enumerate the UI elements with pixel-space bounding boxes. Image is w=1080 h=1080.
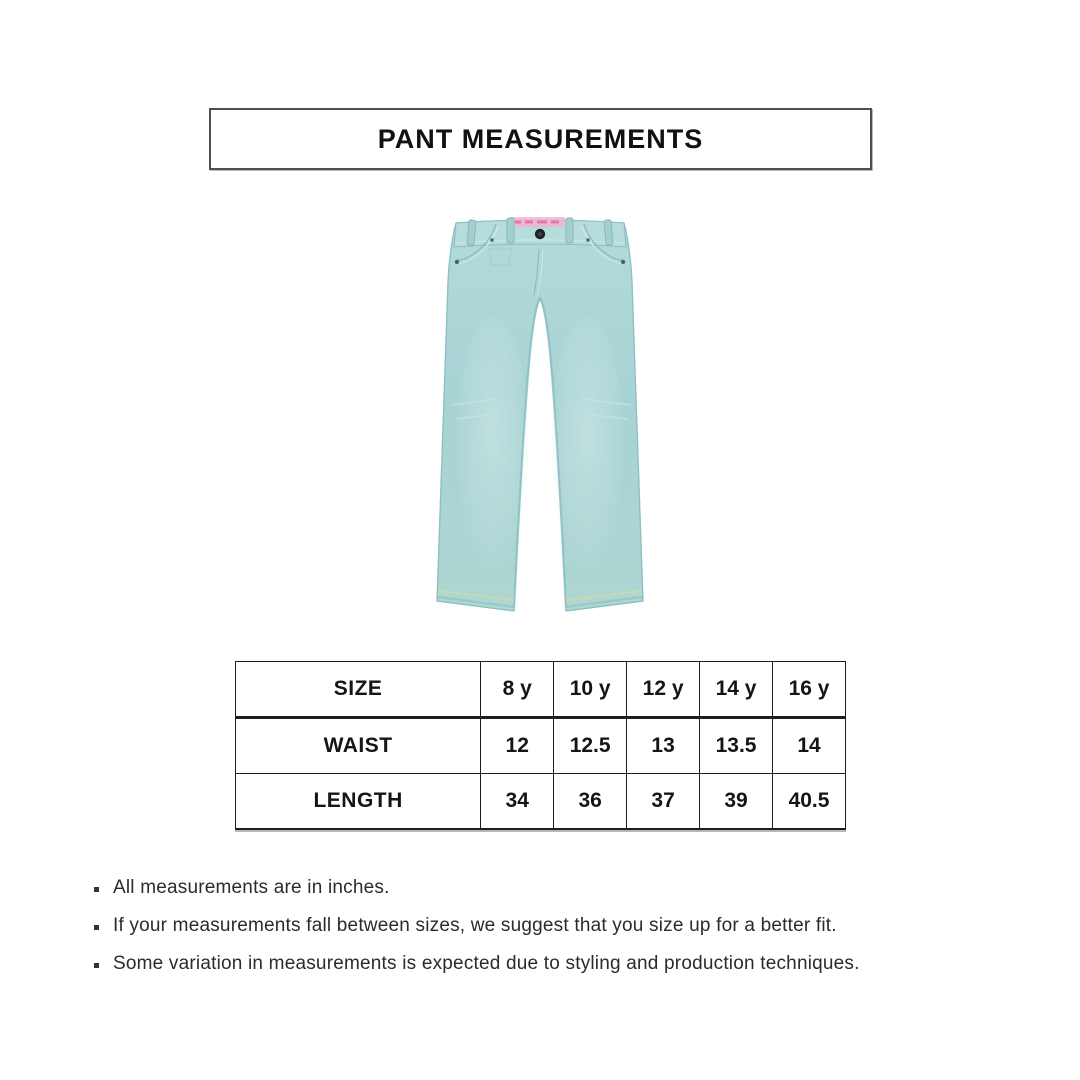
table-cell: 13 (627, 718, 700, 774)
table-cell: 40.5 (773, 774, 846, 830)
row-label-length: LENGTH (236, 774, 481, 830)
table-header-cell: 14 y (700, 662, 773, 718)
note-item (92, 876, 1032, 900)
table-header-cell: 12 y (627, 662, 700, 718)
notes-list (92, 876, 1032, 990)
table-cell: 12 (481, 718, 554, 774)
row-label-waist: WAIST (236, 718, 481, 774)
page-title: PANT MEASUREMENTS (377, 123, 704, 154)
jeans-illustration (435, 207, 645, 615)
size-table (235, 661, 846, 830)
table-header-cell: 16 y (773, 662, 846, 718)
jeans-product-image (435, 207, 645, 615)
table-cell: 37 (627, 774, 700, 830)
row-label-size: SIZE (236, 662, 481, 718)
table-cell: 36 (554, 774, 627, 830)
inner-brand-label (509, 217, 565, 227)
note-text: All measurements are in inches. (113, 877, 390, 898)
table-cell: 39 (700, 774, 773, 830)
note-item (92, 952, 1032, 976)
note-text: If your measurements fall between sizes, we suggest that you size up for a better fit. (113, 915, 837, 936)
bullet-icon (94, 887, 99, 892)
table-row-waist (236, 718, 846, 774)
table-row-length (236, 774, 846, 830)
bullet-icon (94, 925, 99, 930)
note-text: Some variation in measurements is expected due to styling and production techniques. (113, 953, 860, 974)
table-cell: 12.5 (554, 718, 627, 774)
note-item (92, 914, 1032, 938)
table-header-cell: 10 y (554, 662, 627, 718)
table-cell: 34 (481, 774, 554, 830)
title-box (209, 108, 872, 170)
table-header-row (236, 662, 846, 718)
bullet-icon (94, 963, 99, 968)
table-cell: 13.5 (700, 718, 773, 774)
table-cell: 14 (773, 718, 846, 774)
jeans-button-icon (535, 229, 545, 239)
table-header-cell: 8 y (481, 662, 554, 718)
